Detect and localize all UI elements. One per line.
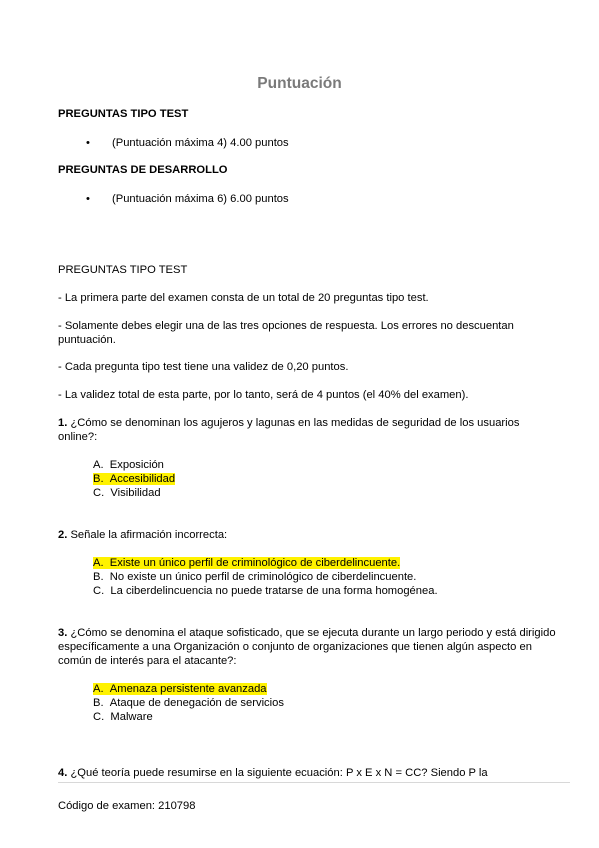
answer-option [93, 570, 416, 584]
score-item-test [90, 137, 289, 149]
option-letter: C. [93, 487, 105, 499]
question-number: 3. [58, 627, 68, 639]
exam-code-footer: Código de examen: 210798 [58, 800, 196, 812]
question-2 [58, 528, 558, 542]
score-item-desarrollo [90, 193, 289, 205]
section-heading-desarrollo: PREGUNTAS DE DESARROLLO [58, 164, 228, 176]
intro-line: - Solamente debes elegir una de las tres opciones de respuesta. Los errores no descuentan puntuación. [58, 320, 514, 346]
question-number: 4. [58, 767, 68, 779]
option-text: Exposición [109, 459, 164, 471]
answer-option [93, 584, 438, 598]
intro-line: - La primera parte del examen consta de un total de 20 preguntas tipo test. [58, 292, 429, 304]
footer-divider [58, 782, 570, 783]
intro-heading: PREGUNTAS TIPO TEST [58, 264, 188, 276]
question-3 [58, 626, 558, 668]
question-number: 1. [58, 417, 68, 429]
question-1 [58, 416, 558, 444]
score-item-text: (Puntuación máxima 4) 4.00 puntos [112, 137, 289, 149]
question-text: ¿Qué teoría puede resumirse en la siguiente ecuación: P x E x N = CC? Siendo P la [67, 767, 488, 779]
intro-line: - La validez total de esta parte, por lo tanto, será de 4 puntos (el 40% del examen). [58, 389, 469, 401]
option-text: La ciberdelincuencia no puede tratarse de una forma homogénea. [110, 585, 438, 597]
question-text: ¿Cómo se denominan los agujeros y lagunas en las medidas de seguridad de los usuarios online?: [58, 417, 520, 443]
question-text: ¿Cómo se denomina el ataque sofisticado, que se ejecuta durante un largo periodo y está dirigido específicamente a una Organización o conjunto de organizaciones que tienen algún aspecto en común de interés para el atacante?: [58, 627, 556, 667]
option-letter: A. [93, 459, 104, 471]
option-letter: A. [93, 557, 104, 569]
option-letter: C. [93, 711, 105, 723]
answer-option [93, 458, 164, 472]
option-text: Accesibilidad [109, 473, 176, 485]
question-text: Señale la afirmación incorrecta: [67, 529, 228, 541]
question-number: 2. [58, 529, 68, 541]
answer-option [93, 710, 153, 724]
answer-option-selected [93, 682, 267, 696]
option-text: Existe un único perfil de criminológico de ciberdelincuente. [109, 557, 401, 569]
option-text: Ataque de denegación de servicios [109, 697, 284, 709]
option-letter: B. [93, 697, 104, 709]
option-letter: C. [93, 585, 105, 597]
answer-option [93, 486, 161, 500]
section-heading-test: PREGUNTAS TIPO TEST [58, 108, 189, 120]
page-title: Puntuación [257, 75, 342, 92]
option-letter: B. [93, 571, 104, 583]
option-text: Amenaza persistente avanzada [109, 683, 267, 695]
option-letter: A. [93, 683, 104, 695]
score-item-text: (Puntuación máxima 6) 6.00 puntos [112, 193, 289, 205]
option-text: Malware [110, 711, 153, 723]
answer-option [93, 696, 284, 710]
intro-line: - Cada pregunta tipo test tiene una validez de 0,20 puntos. [58, 361, 349, 373]
option-text: Visibilidad [110, 487, 161, 499]
option-text: No existe un único perfil de criminológico de ciberdelincuente. [109, 571, 417, 583]
answer-option-selected [93, 472, 175, 486]
question-4 [58, 766, 578, 780]
option-letter: B. [93, 473, 104, 485]
answer-option-selected [93, 556, 400, 570]
